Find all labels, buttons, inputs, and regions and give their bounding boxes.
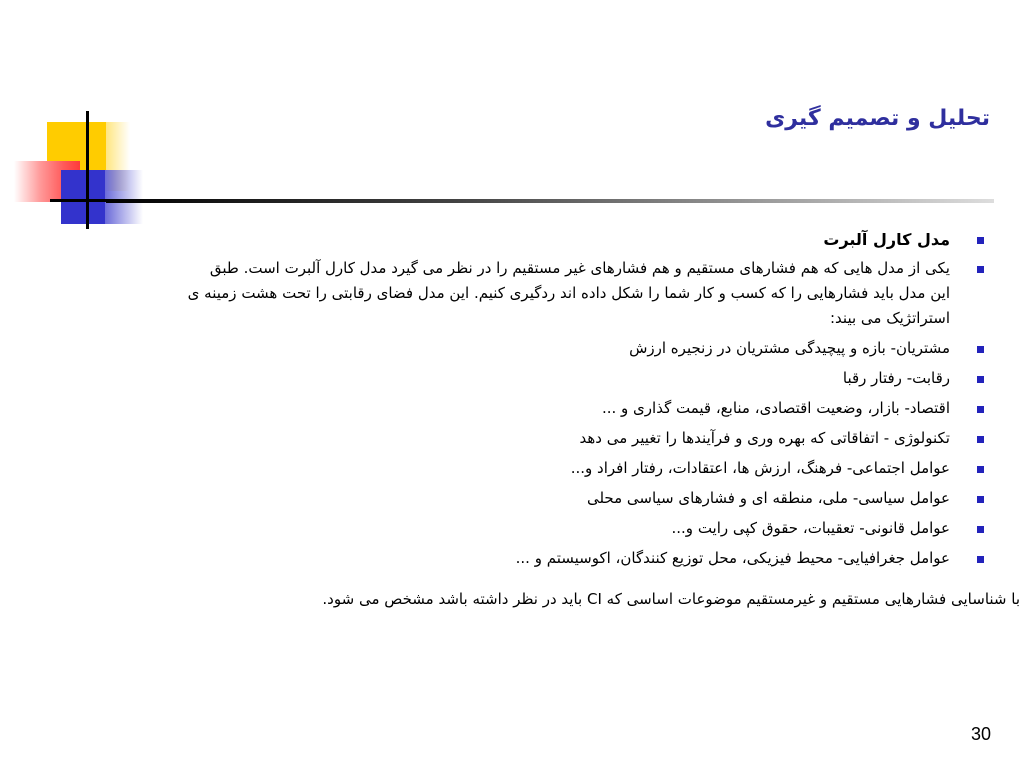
square-bullet-icon — [977, 376, 984, 383]
bullet-text: عوامل اجتماعی- فرهنگ، ارزش ها، اعتقادات، رفتار افراد و... — [570, 459, 950, 477]
horizontal-line-left — [50, 199, 110, 202]
bullet-list — [186, 227, 986, 571]
square-bullet-icon — [977, 237, 984, 244]
bullet-item — [186, 516, 986, 541]
summary-text: با شناسایی فشارهایی مستقیم و غیرمستقیم موضوعات اساسی که CI باید در نظر داشته باشد مشخص می شود. — [322, 590, 1020, 608]
bullet-item — [186, 486, 986, 511]
bullet-item — [186, 426, 986, 451]
blue-square-fade — [105, 170, 143, 224]
bullet-item — [186, 256, 986, 331]
page-number: 30 — [970, 724, 991, 744]
square-bullet-icon — [977, 526, 984, 533]
bullet-item — [186, 336, 986, 361]
bullet-item — [186, 456, 986, 481]
bullet-item — [186, 366, 986, 391]
square-bullet-icon — [977, 346, 984, 353]
bullet-text: رقابت- رفتار رقبا — [842, 369, 950, 387]
bullet-text: عوامل سیاسی- ملی، منطقه ای و فشارهای سیاسی محلی — [586, 489, 950, 507]
slide-content — [186, 227, 986, 576]
bullet-text: مشتریان- بازه و پیچیدگی مشتریان در زنجیره ارزش — [629, 339, 950, 357]
square-bullet-icon — [977, 556, 984, 563]
square-bullet-icon — [977, 436, 984, 443]
slide-title: تحلیل و تصمیم گیری — [765, 106, 990, 131]
bullet-text: اقتصاد- بازار، وضعیت اقتصادی، منابع، قیمت گذاری و ... — [601, 399, 950, 417]
vertical-line — [86, 111, 89, 229]
bullet-item — [186, 546, 986, 571]
square-bullet-icon — [977, 266, 984, 273]
square-bullet-icon — [977, 496, 984, 503]
bullet-text: عوامل قانونی- تعقیبات، حقوق کپی رایت و... — [671, 519, 950, 537]
title-underline — [106, 199, 994, 203]
blue-square — [61, 170, 105, 224]
bullet-item — [186, 396, 986, 421]
square-bullet-icon — [977, 466, 984, 473]
bullet-text: تکنولوژی - اتفاقاتی که بهره وری و فرآیندها را تغییر می دهد — [579, 429, 950, 447]
bullet-item — [186, 227, 986, 252]
bullet-text: یکی از مدل هایی که هم فشارهای مستقیم و هم فشارهای غیر مستقیم را در نظر می گیرد مدل کارل آلبرت است. طبق این مدل باید فشارهایی را که کسب و کار شما را شکل داده اند ردگیری کنیم. این مدل فضای رقابتی را تحت هشت زمینه ی استراتژیک می بیند: — [187, 259, 950, 327]
square-bullet-icon — [977, 406, 984, 413]
bullet-text: عوامل جغرافیایی- محیط فیزیکی، محل توزیع کنندگان، اکوسیستم و ... — [515, 549, 950, 567]
bullet-text: مدل کارل آلبرت — [823, 230, 950, 249]
